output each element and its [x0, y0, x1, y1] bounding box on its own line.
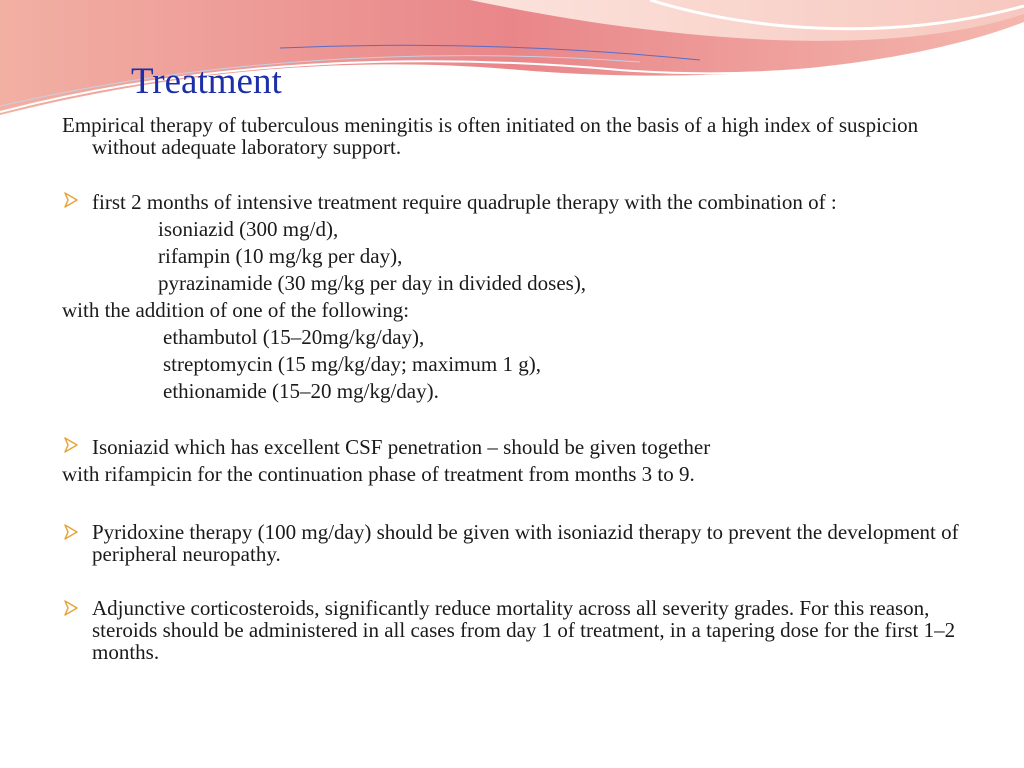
bullet-text — [62, 597, 967, 663]
drug-rifampin: rifampin (10 mg/kg per day), — [158, 244, 403, 268]
arrow-bullet-icon — [63, 192, 79, 208]
continuation-text: with rifampicin for the continuation phase of treatment from months 3 to 9. — [62, 462, 695, 486]
option-streptomycin: streptomycin (15 mg/kg/day; maximum 1 g), — [163, 352, 541, 376]
bullet-text — [62, 434, 967, 461]
bullet-label: Isoniazid which has excellent CSF penetration – should be given together — [92, 435, 711, 459]
bullet-isoniazid — [62, 434, 967, 488]
bullet-text — [62, 189, 967, 216]
slide-body — [62, 114, 967, 663]
addition-label: with the addition of one of the following: — [62, 298, 410, 322]
bullet-quadruple-therapy — [62, 189, 967, 405]
option-ethionamide: ethionamide (15–20 mg/kg/day). — [163, 379, 439, 403]
drug-isoniazid: isoniazid (300 mg/d), — [158, 217, 339, 241]
arrow-bullet-icon — [63, 600, 79, 616]
bullet-label: first 2 months of intensive treatment require quadruple therapy with the combination of : — [92, 190, 837, 214]
option-ethambutol: ethambutol (15–20mg/kg/day), — [163, 325, 425, 349]
bullet-label: Pyridoxine therapy (100 mg/day) should be given with isoniazid therapy to prevent the development of peripheral neuropathy. — [92, 520, 959, 566]
bullet-text — [62, 521, 967, 565]
slide-title: Treatment — [131, 61, 282, 102]
intro-paragraph: Empirical therapy of tuberculous meningitis is often initiated on the basis of a high index of suspicion without adequate laboratory support. — [62, 113, 919, 159]
bullet-corticosteroids — [62, 597, 967, 663]
bullet-pyridoxine — [62, 521, 967, 565]
arrow-bullet-icon — [63, 437, 79, 453]
bullet-label: Adjunctive corticosteroids, significantly reduce mortality across all severity grades. For this reason, steroids should be administered in all cases from day 1 of treatment, in a tapering dose for the first 1–2 months. — [92, 596, 956, 664]
drug-pyrazinamide: pyrazinamide (30 mg/kg per day in divided doses), — [158, 271, 587, 295]
arrow-bullet-icon — [63, 524, 79, 540]
